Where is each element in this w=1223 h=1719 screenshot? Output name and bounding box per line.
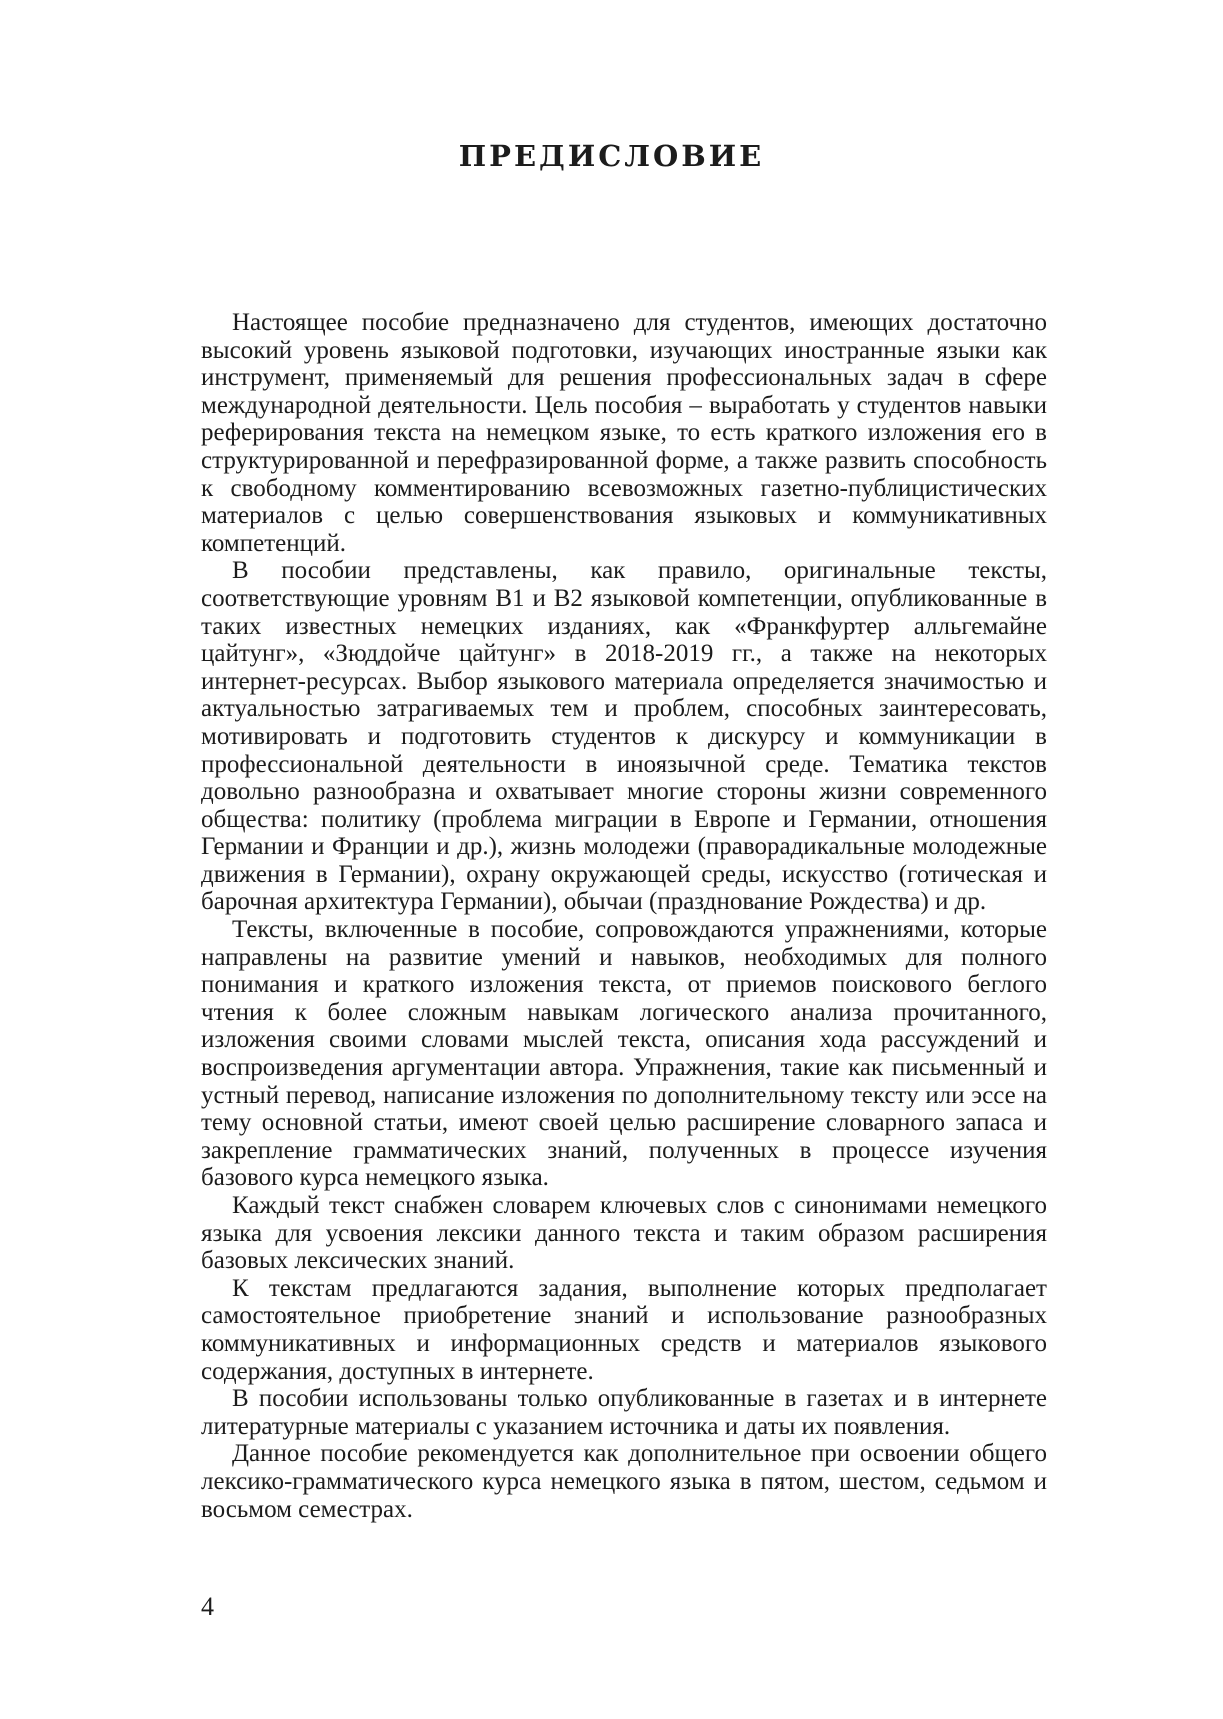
- paragraph-3: Тексты, включенные в пособие, сопровождаются упражнениями, которые направлены на развитие умений и навыков, необходимых для полного понимания и краткого изложения текста, от приемов поискового беглого чтения к более сложным навыкам логического анализа прочитанного, изложения своими словами мыслей текста, описания хода рассуждений и воспроизведения аргументации автора. Упражнения, такие как письменный и устный перевод, написание изложения по дополнительному тексту или эссе на тему основной статьи, имеют своей целью расширение словарного запаса и закрепление грамматических знаний, полученных в процессе изучения базового курса немецкого языка.: [201, 916, 1047, 1192]
- paragraph-1: Настоящее пособие предназначено для студентов, имеющих достаточно высокий уровень языковой подготовки, изучающих иностранные языки как инструмент, применяемый для решения профессиональных задач в сфере международной деятельности. Цель пособия – выработать у студентов навыки реферирования текста на немецком языке, то есть краткого изложения его в структурированной и перефразированной форме, а также развить способность к свободному комментированию всевозможных газетно-публицистических материалов с целью совершенствования языковых и коммуникативных компетенций.: [201, 309, 1047, 557]
- paragraph-4: Каждый текст снабжен словарем ключевых слов с синонимами немецкого языка для усвоения лексики данного текста и таким образом расширения базовых лексических знаний.: [201, 1192, 1047, 1275]
- paragraph-7: Данное пособие рекомендуется как дополнительное при освоении общего лексико-грамматического курса немецкого языка в пятом, шестом, седьмом и восьмом семестрах.: [201, 1440, 1047, 1523]
- paragraph-6: В пособии использованы только опубликованные в газетах и в интернете литературные материалы с указанием источника и даты их появления.: [201, 1385, 1047, 1440]
- preface-body: [201, 309, 1047, 1523]
- page-title: ПРЕДИСЛОВИЕ: [458, 139, 765, 173]
- paragraph-5: К текстам предлагаются задания, выполнение которых предполагает самостоятельное приобретение знаний и использование разнообразных коммуникативных и информационных средств и материалов языкового содержания, доступных в интернете.: [201, 1274, 1047, 1385]
- paragraph-2: В пособии представлены, как правило, оригинальные тексты, соответствующие уровням B1 и B2 языковой компетенции, опубликованные в таких известных немецких изданиях, как «Франкфуртер алльгемайне цайтунг», «Зюддойче цайтунг» в 2018-2019 гг., а также на некоторых интернет-ресурсах. Выбор языкового материала определяется значимостью и актуальностью затрагиваемых тем и проблем, способных заинтересовать, мотивировать и подготовить студентов к дискурсу и коммуникации в профессиональной деятельности в иноязычной среде. Тематика текстов довольно разнообразна и охватывает многие стороны жизни современного общества: политику (проблема миграции в Европе и Германии, отношения Германии и Франции и др.), жизнь молодежи (праворадикальные молодежные движения в Германии), охрану окружающей среды, искусство (готическая и барочная архитектура Германии), обычаи (празднование Рождества) и др.: [201, 557, 1047, 916]
- page-number: 4: [201, 1592, 214, 1621]
